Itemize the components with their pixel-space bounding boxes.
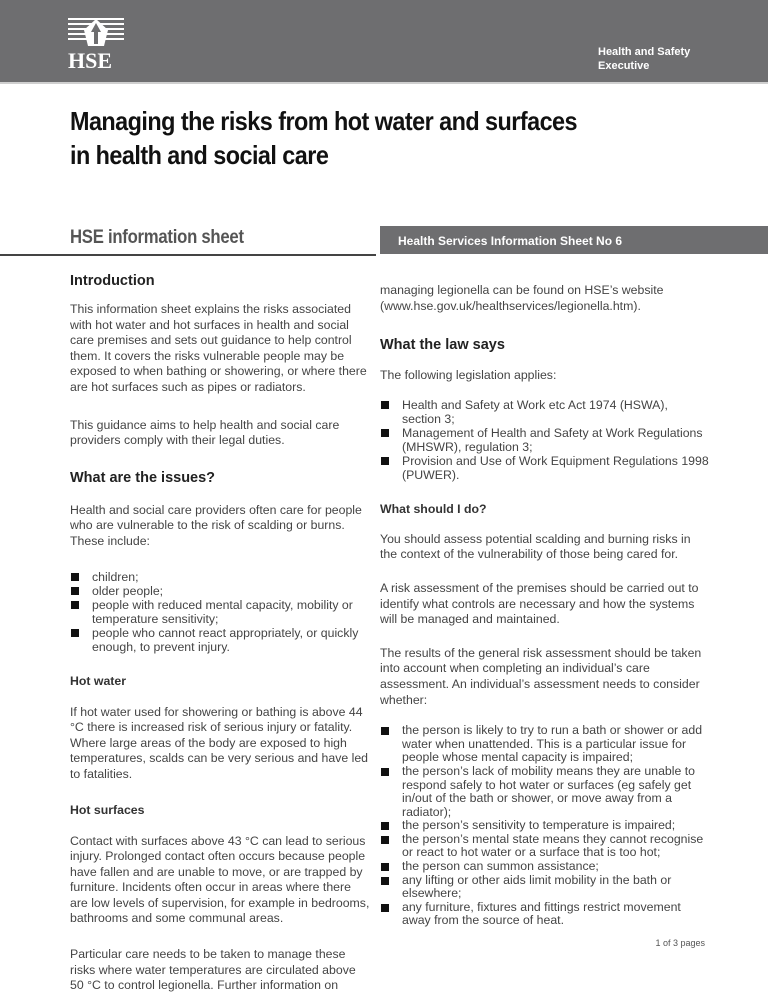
paragraph: Contact with surfaces above 43 °C can lead to serious injury. Prolonged contact often occurs because people have fallen and are unable to move, or are trapped by furniture. Incidents often occur in areas where there are low levels of supervision, for example in bedrooms, bathrooms and some communal areas. xyxy=(70,833,370,926)
paragraph: managing legionella can be found on HSE’s website (www.hse.gov.uk/healthservices/legionella.htm). xyxy=(380,283,664,313)
heading-law: What the law says xyxy=(380,337,505,354)
paragraph: This information sheet explains the risks associated with hot water and hot surfaces in health and social care premises and sets out guidance to help control them. It covers the risks vulnerable people may be exposed to when bathing or showering, or where there are hot surfaces such as pipes or radiators. xyxy=(70,302,367,394)
paragraph: A risk assessment of the premises should be carried out to identify what controls are necessary and how the systems will be managed and maintained. xyxy=(380,580,699,627)
heading-what-to-do: What should I do? xyxy=(380,501,487,516)
list-item: Provision and Use of Work Equipment Regulations 1998 (PUWER). xyxy=(380,454,710,482)
list-item: the person’s mental state means they cannot recognise or react to hot water or a surface that is too hot; xyxy=(380,833,710,860)
list-item: people who cannot react appropriately, or quickly enough, to prevent injury. xyxy=(70,626,370,654)
svg-text:HSE: HSE xyxy=(68,48,113,70)
org-line: Health and Safety xyxy=(598,46,691,58)
right-column xyxy=(380,283,710,949)
heading-hot-water: Hot water xyxy=(70,673,127,688)
paragraph: If hot water used for showering or bathing is above 44 °C there is increased risk of serious injury or fatality. Where large areas of the body are exposed to high temperatures, scalds can be very serious and have led to fatalities. xyxy=(70,704,369,781)
list-item: the person can summon assistance; xyxy=(380,860,710,874)
heading-issues: What are the issues? xyxy=(70,469,216,486)
law-list xyxy=(380,398,710,482)
list-item: Management of Health and Safety at Work Regulations (MHSWR), regulation 3; xyxy=(380,426,710,454)
header-bar xyxy=(0,0,768,84)
left-column xyxy=(70,272,370,994)
sheet-label: HSE information sheet xyxy=(70,227,244,248)
list-item: any lifting or other aids limit mobility in the bath or elsewhere; xyxy=(380,874,710,901)
list-item: older people; xyxy=(70,584,370,598)
page-count: 1 of 3 pages xyxy=(655,938,705,949)
paragraph: You should assess potential scalding and burning risks in the context of the vulnerability of those being cared for. xyxy=(380,531,691,562)
heading-hot-surfaces: Hot surfaces xyxy=(70,802,145,817)
title-line: Managing the risks from hot water and surfaces xyxy=(70,106,577,136)
list-item: the person is likely to try to run a bath or shower or add water when unattended. This is a particular issue for people whose mental capacity is impaired; xyxy=(380,724,710,765)
list-item: the person’s lack of mobility means they are unable to respond safely to hot water or surfaces (eg safely get in/out of the bath or shower, or move away from a radiator); xyxy=(380,765,710,819)
organisation-name xyxy=(598,45,690,73)
issues-list xyxy=(70,570,370,654)
list-item: children; xyxy=(70,570,370,584)
divider xyxy=(0,254,376,256)
paragraph: Particular care needs to be taken to manage these risks where water temperatures are circulated above 50 °C to control legionella. Further information on xyxy=(70,947,356,993)
paragraph: This guidance aims to help health and social care providers comply with their legal duties. xyxy=(70,417,340,448)
assessment-list xyxy=(380,724,710,928)
list-item: any furniture, fixtures and fittings restrict movement away from the source of heat. xyxy=(380,901,710,928)
org-line: Executive xyxy=(598,60,650,72)
list-item: the person’s sensitivity to temperature is impaired; xyxy=(380,819,710,833)
paragraph: The following legislation applies: xyxy=(380,368,557,383)
page-title xyxy=(70,104,754,172)
list-item: people with reduced mental capacity, mobility or temperature sensitivity; xyxy=(70,598,370,626)
paragraph: Health and social care providers often care for people who are vulnerable to the risk of scalding or burns. These include: xyxy=(70,502,362,548)
list-item: Health and Safety at Work etc Act 1974 (HSWA), section 3; xyxy=(380,398,710,426)
sheet-number-banner: Health Services Information Sheet No 6 xyxy=(380,226,768,254)
paragraph: The results of the general risk assessment should be taken into account when completing an individual’s care assessment. An individual’s assessment needs to consider whether: xyxy=(380,645,702,707)
heading-introduction: Introduction xyxy=(70,273,155,289)
title-line: in health and social care xyxy=(70,140,329,170)
hse-logo xyxy=(68,18,124,70)
